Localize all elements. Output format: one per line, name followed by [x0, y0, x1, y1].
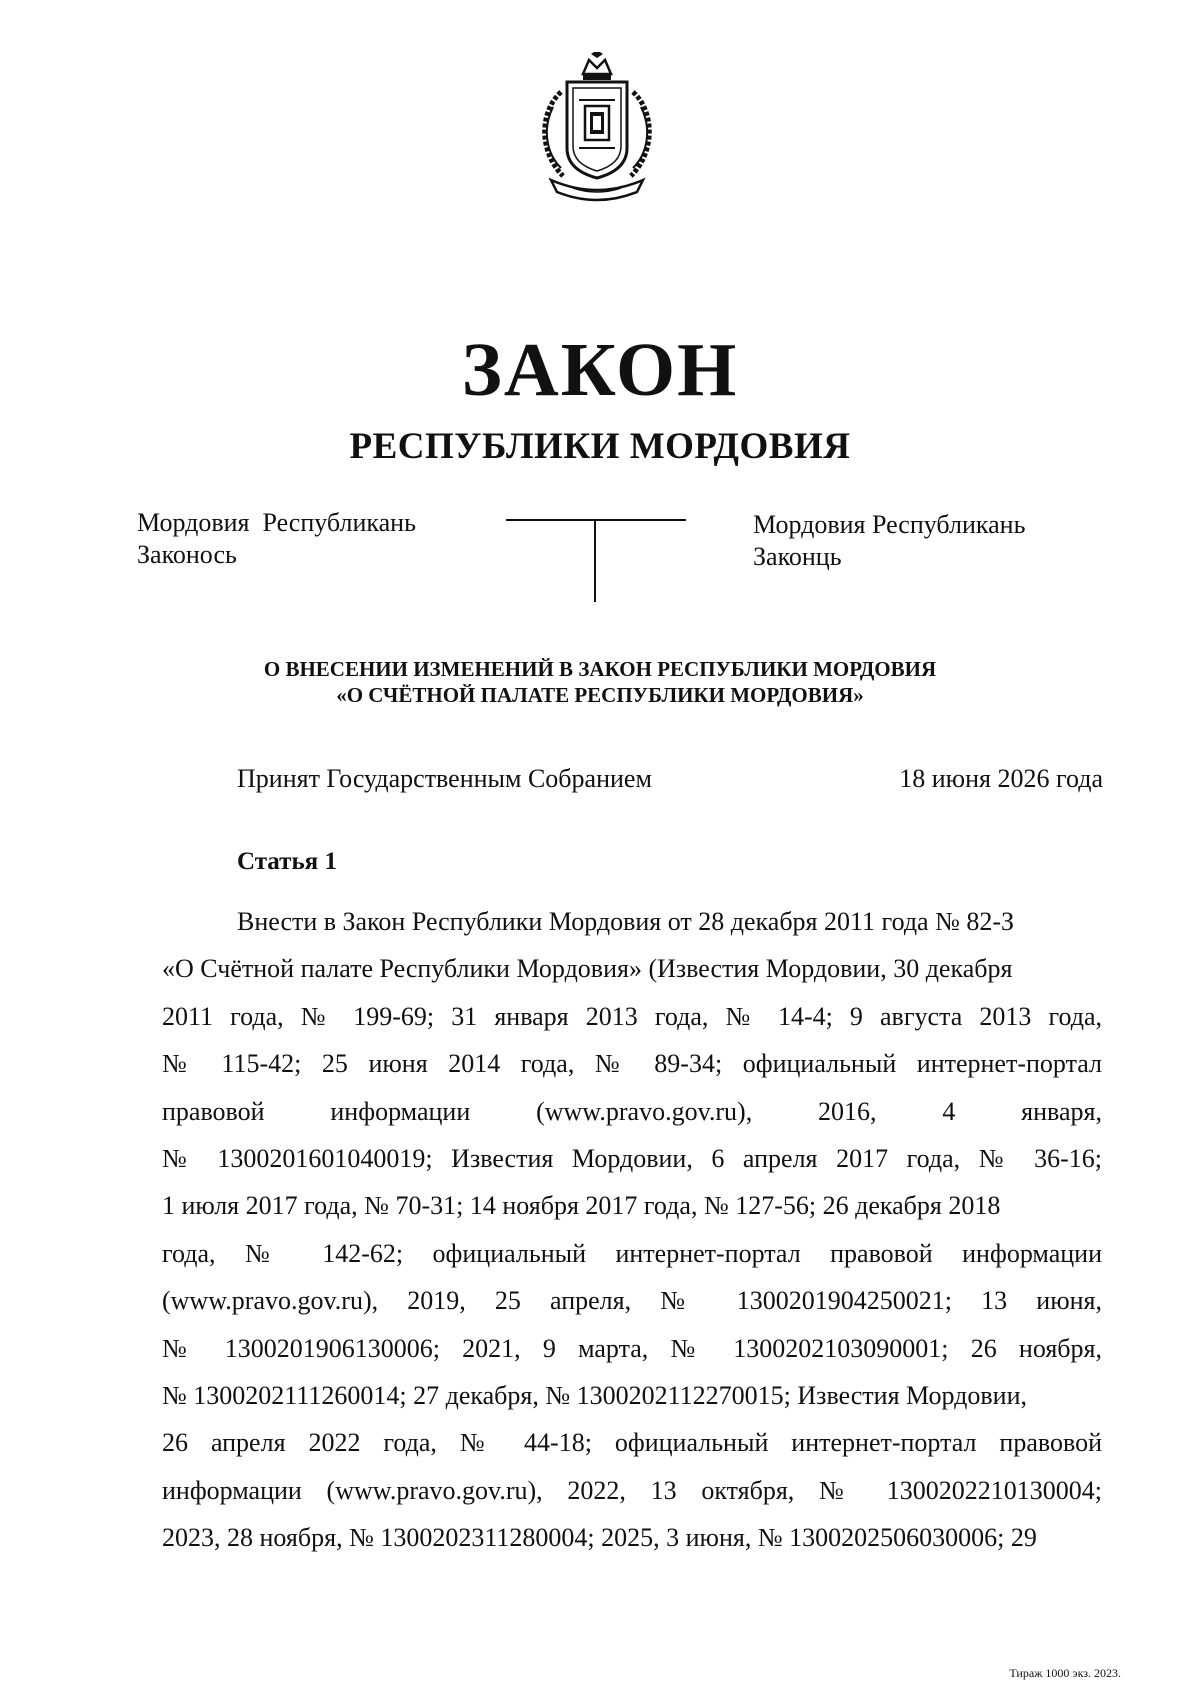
moksha-title-block	[137, 507, 416, 571]
article-body	[162, 898, 1102, 1562]
article-line: № 1300202111260014; 27 декабря, № 1300202112270015; Известия Мордовии,	[162, 1381, 1027, 1411]
article-title: Статья 1	[237, 848, 337, 875]
law-title: ЗАКОН	[461, 328, 739, 412]
adoption-date: 18 июня 2026 года	[899, 764, 1103, 793]
law-heading-line2: «О СЧЁТНОЙ ПАЛАТЕ РЕСПУБЛИКИ МОРДОВИЯ»	[336, 683, 864, 707]
law-subtitle: РЕСПУБЛИКИ МОРДОВИЯ	[349, 426, 851, 467]
article-line: 2023, 28 ноября, № 1300202311280004; 2025, 3 июня, № 1300202506030006; 29	[162, 1523, 1037, 1553]
article-line: информации (www.pravo.gov.ru), 2022, 13 октября, № 1300202210130004;	[162, 1475, 1102, 1505]
adoption-statement: Принят Государственным Собранием	[237, 764, 652, 793]
header-divider-horizontal	[506, 519, 686, 521]
article-line: правовой информации (www.pravo.gov.ru), 2016, 4 января,	[162, 1096, 1102, 1126]
header-divider-vertical	[594, 519, 596, 602]
article-line: 1 июля 2017 года, № 70-31; 14 ноября 2017 года, № 127-56; 26 декабря 2018	[162, 1191, 1001, 1221]
law-heading-line1: О ВНЕСЕНИИ ИЗМЕНЕНИЙ В ЗАКОН РЕСПУБЛИКИ МОРДОВИЯ	[263, 657, 937, 681]
article-line: (www.pravo.gov.ru), 2019, 25 апреля, № 1300201904250021; 13 июня,	[162, 1286, 1102, 1316]
article-line: № 1300201601040019; Известия Мордовии, 6 апреля 2017 года, № 36-16;	[162, 1144, 1102, 1174]
article-line: «О Счётной палате Республики Мордовия» (Известия Мордовии, 30 декабря	[162, 954, 1013, 984]
article-line: 2011 года, № 199-69; 31 января 2013 года, № 14-4; 9 августа 2013 года,	[162, 1001, 1102, 1031]
article-line: № 1300201906130006; 2021, 9 марта, № 1300202103090001; 26 ноября,	[162, 1333, 1102, 1363]
moksha-title-line2: Законось	[137, 540, 237, 569]
article-line: года, № 142-62; официальный интернет-портал правовой информации	[162, 1238, 1102, 1268]
erzya-title-line1: Мордовия Республикань	[753, 510, 1026, 539]
erzya-title-line2: Законць	[753, 542, 842, 571]
law-heading	[0, 656, 1200, 708]
coat-of-arms-icon	[533, 52, 661, 202]
article-line: № 115-42; 25 июня 2014 года, № 89-34; официальный интернет-портал	[162, 1049, 1102, 1079]
print-run-note: Тираж 1000 экз. 2023.	[1009, 1666, 1121, 1680]
article-line: 26 апреля 2022 года, № 44-18; официальный интернет-портал правовой	[162, 1428, 1102, 1458]
moksha-title-line1: Мордовия Республикань	[137, 508, 416, 537]
article-line: Внести в Закон Республики Мордовия от 28 декабря 2011 года № 82-З	[237, 907, 1015, 936]
erzya-title-block	[753, 509, 1025, 573]
